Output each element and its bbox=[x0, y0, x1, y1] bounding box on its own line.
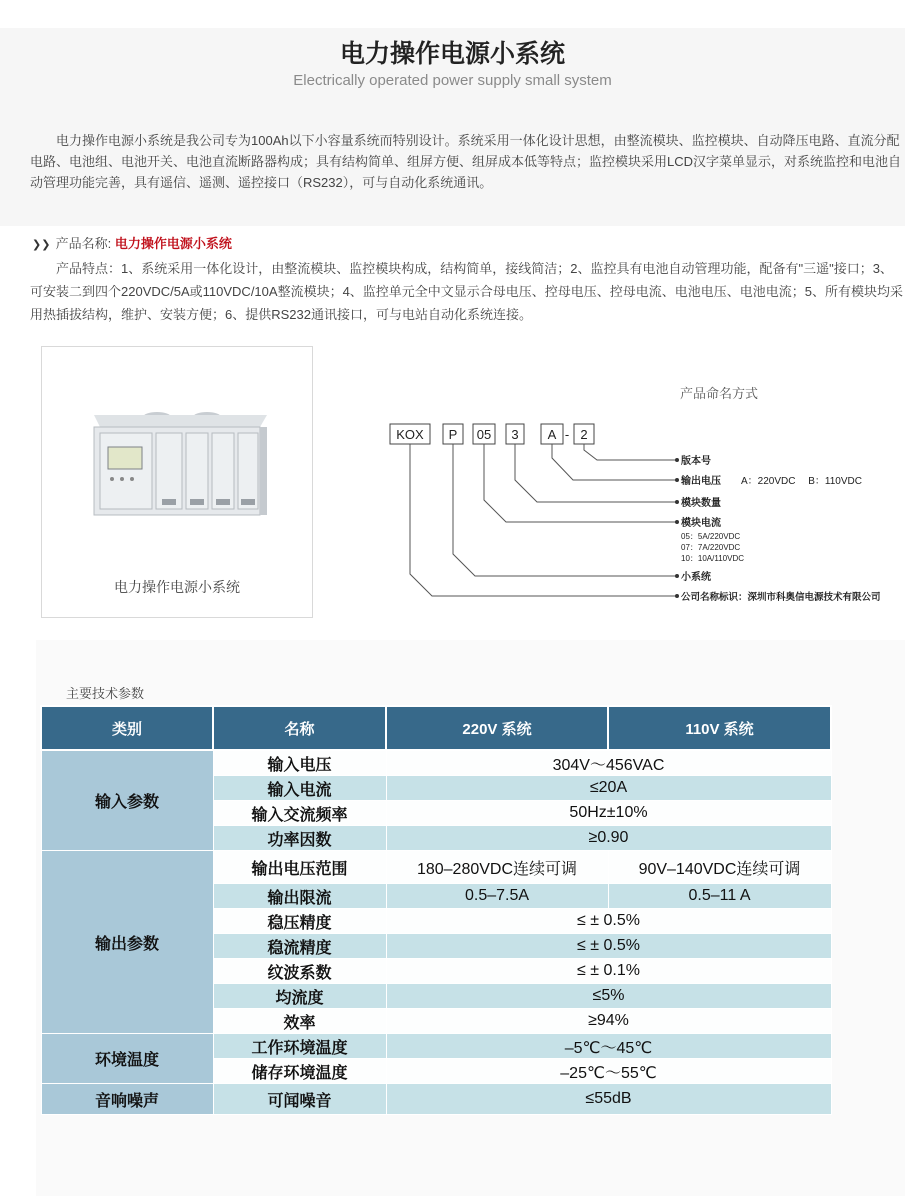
naming-system-label: 小系统 bbox=[681, 572, 711, 583]
code-a-box bbox=[541, 424, 563, 444]
naming-voltage-label: 输出电压 bbox=[681, 476, 721, 487]
param-value: 304V～456VAC bbox=[386, 750, 831, 776]
page-title: 电力操作电源小系统 bbox=[339, 40, 565, 68]
naming-bullets bbox=[675, 458, 679, 598]
category-cell: 输入参数 bbox=[41, 750, 213, 851]
product-name: 电力操作电源小系统 bbox=[114, 236, 232, 251]
param-value: ≤ ± 0.5% bbox=[386, 934, 831, 959]
naming-voltage-detail: A：220VDC B：110VDC bbox=[741, 476, 862, 487]
param-value: 50Hz±10% bbox=[386, 801, 831, 826]
product-photo bbox=[42, 347, 312, 567]
naming-connectors bbox=[410, 444, 677, 596]
param-name: 输出电压范围 bbox=[213, 851, 386, 884]
param-value: ≤ ± 0.1% bbox=[386, 959, 831, 984]
params-header-row bbox=[41, 706, 831, 750]
param-name: 输出限流 bbox=[213, 884, 386, 909]
param-value-110v: 0.5–11 A bbox=[608, 884, 831, 909]
product-features: 产品特点：1、系统采用一体化设计，由整流模块、监控模块构成，结构简单，接线简洁；2、监控具有电池自动管理功能，配备有"三遥"接口；3、可安装二到四个220VDC/5A或110VDC/10A整流模块；4、监控单元全中文显示合母电压、控母电压、控母电流、电池电压、电池电流；5、所有模块均采用热插拔结构，维护、安装方便；6、提供RS232通讯接口，可与电站自动化系统连接。 bbox=[30, 261, 904, 322]
param-name: 输入电压 bbox=[213, 750, 386, 776]
code-3: 3 bbox=[511, 427, 519, 442]
table-row bbox=[41, 1034, 831, 1059]
code-p: P bbox=[448, 427, 458, 442]
param-value: –5℃～45℃ bbox=[386, 1034, 831, 1059]
param-name: 储存环境温度 bbox=[213, 1059, 386, 1084]
category-cell: 音响噪声 bbox=[41, 1084, 213, 1115]
product-photo-caption: 电力操作电源小系统 bbox=[114, 579, 240, 595]
params-table bbox=[40, 705, 832, 1115]
col-header-name: 名称 bbox=[213, 706, 386, 750]
param-name: 稳压精度 bbox=[213, 909, 386, 934]
code-p-box bbox=[443, 424, 463, 444]
param-name: 稳流精度 bbox=[213, 934, 386, 959]
product-name-line bbox=[32, 233, 232, 252]
naming-current-05: 05：5A/220VDC bbox=[681, 532, 741, 541]
code-05: 05 bbox=[476, 427, 492, 442]
param-value-110v: 90V–140VDC连续可调 bbox=[608, 851, 831, 884]
param-value: ≥0.90 bbox=[386, 826, 831, 851]
code-05-box bbox=[473, 424, 495, 444]
param-name: 工作环境温度 bbox=[213, 1034, 386, 1059]
param-name: 纹波系数 bbox=[213, 959, 386, 984]
category-cell: 环境温度 bbox=[41, 1034, 213, 1084]
naming-company-label: 公司名称标识：深圳市科奥信电源技术有限公司 bbox=[681, 592, 881, 603]
param-value: ≤ ± 0.5% bbox=[386, 909, 831, 934]
naming-current-07: 07：7A/220VDC bbox=[681, 543, 741, 552]
table-row bbox=[41, 1084, 831, 1115]
param-value: ≤5% bbox=[386, 984, 831, 1009]
code-kox: KOX bbox=[396, 427, 424, 442]
page-subtitle: Electrically operated power supply small system bbox=[293, 72, 612, 89]
param-name: 均流度 bbox=[213, 984, 386, 1009]
code-dash: - bbox=[564, 427, 570, 442]
naming-diagram bbox=[385, 378, 905, 618]
naming-current-10: 10：10A/110VDC bbox=[681, 554, 744, 563]
naming-current-label: 模块电流 bbox=[681, 518, 721, 529]
double-chevron-down-icon: ❯❯ bbox=[32, 239, 51, 251]
col-header-110v: 110V 系统 bbox=[608, 706, 831, 750]
product-name-label: 产品名称: bbox=[55, 236, 112, 251]
param-value-220v: 0.5–7.5A bbox=[386, 884, 608, 909]
naming-count-label: 模块数量 bbox=[681, 498, 721, 509]
code-a: A bbox=[547, 427, 557, 442]
naming-version-label: 版本号 bbox=[681, 456, 711, 467]
param-value: –25℃～55℃ bbox=[386, 1059, 831, 1084]
category-cell: 输出参数 bbox=[41, 851, 213, 1034]
param-name: 效率 bbox=[213, 1009, 386, 1034]
col-header-220v: 220V 系统 bbox=[386, 706, 608, 750]
param-name: 可闻噪音 bbox=[213, 1084, 386, 1115]
table-row bbox=[41, 851, 831, 884]
params-title: 主要技术参数 bbox=[66, 686, 145, 701]
param-value-220v: 180–280VDC连续可调 bbox=[386, 851, 608, 884]
intro-paragraph: 电力操作电源小系统是我公司专为100Ah以下小容量系统而特别设计。系统采用一体化设计思想，由整流模块、监控模块、自动降压电路、直流分配电路、电池组、电池开关、电池直流断路器构成；具有结构简单、组屏方便、组屏成本低等特点；监控模块采用LCD汉字菜单显示，对系统监控和电池自动管理功能完善，具有遥信、遥测、遥控接口（RS232），可与自动化系统通讯。 bbox=[30, 133, 902, 190]
code-2: 2 bbox=[580, 427, 588, 442]
param-value: ≤55dB bbox=[386, 1084, 831, 1115]
param-name: 功率因数 bbox=[213, 826, 386, 851]
param-value: ≤20A bbox=[386, 776, 831, 801]
code-kox-box bbox=[390, 424, 430, 444]
param-value: ≥94% bbox=[386, 1009, 831, 1034]
col-header-category: 类别 bbox=[41, 706, 213, 750]
param-name: 输入电流 bbox=[213, 776, 386, 801]
code-3-box bbox=[506, 424, 524, 444]
table-row bbox=[41, 750, 831, 776]
naming-title: 产品命名方式 bbox=[680, 386, 759, 401]
param-name: 输入交流频率 bbox=[213, 801, 386, 826]
code-2-box bbox=[574, 424, 594, 444]
product-photo-frame bbox=[41, 346, 313, 618]
